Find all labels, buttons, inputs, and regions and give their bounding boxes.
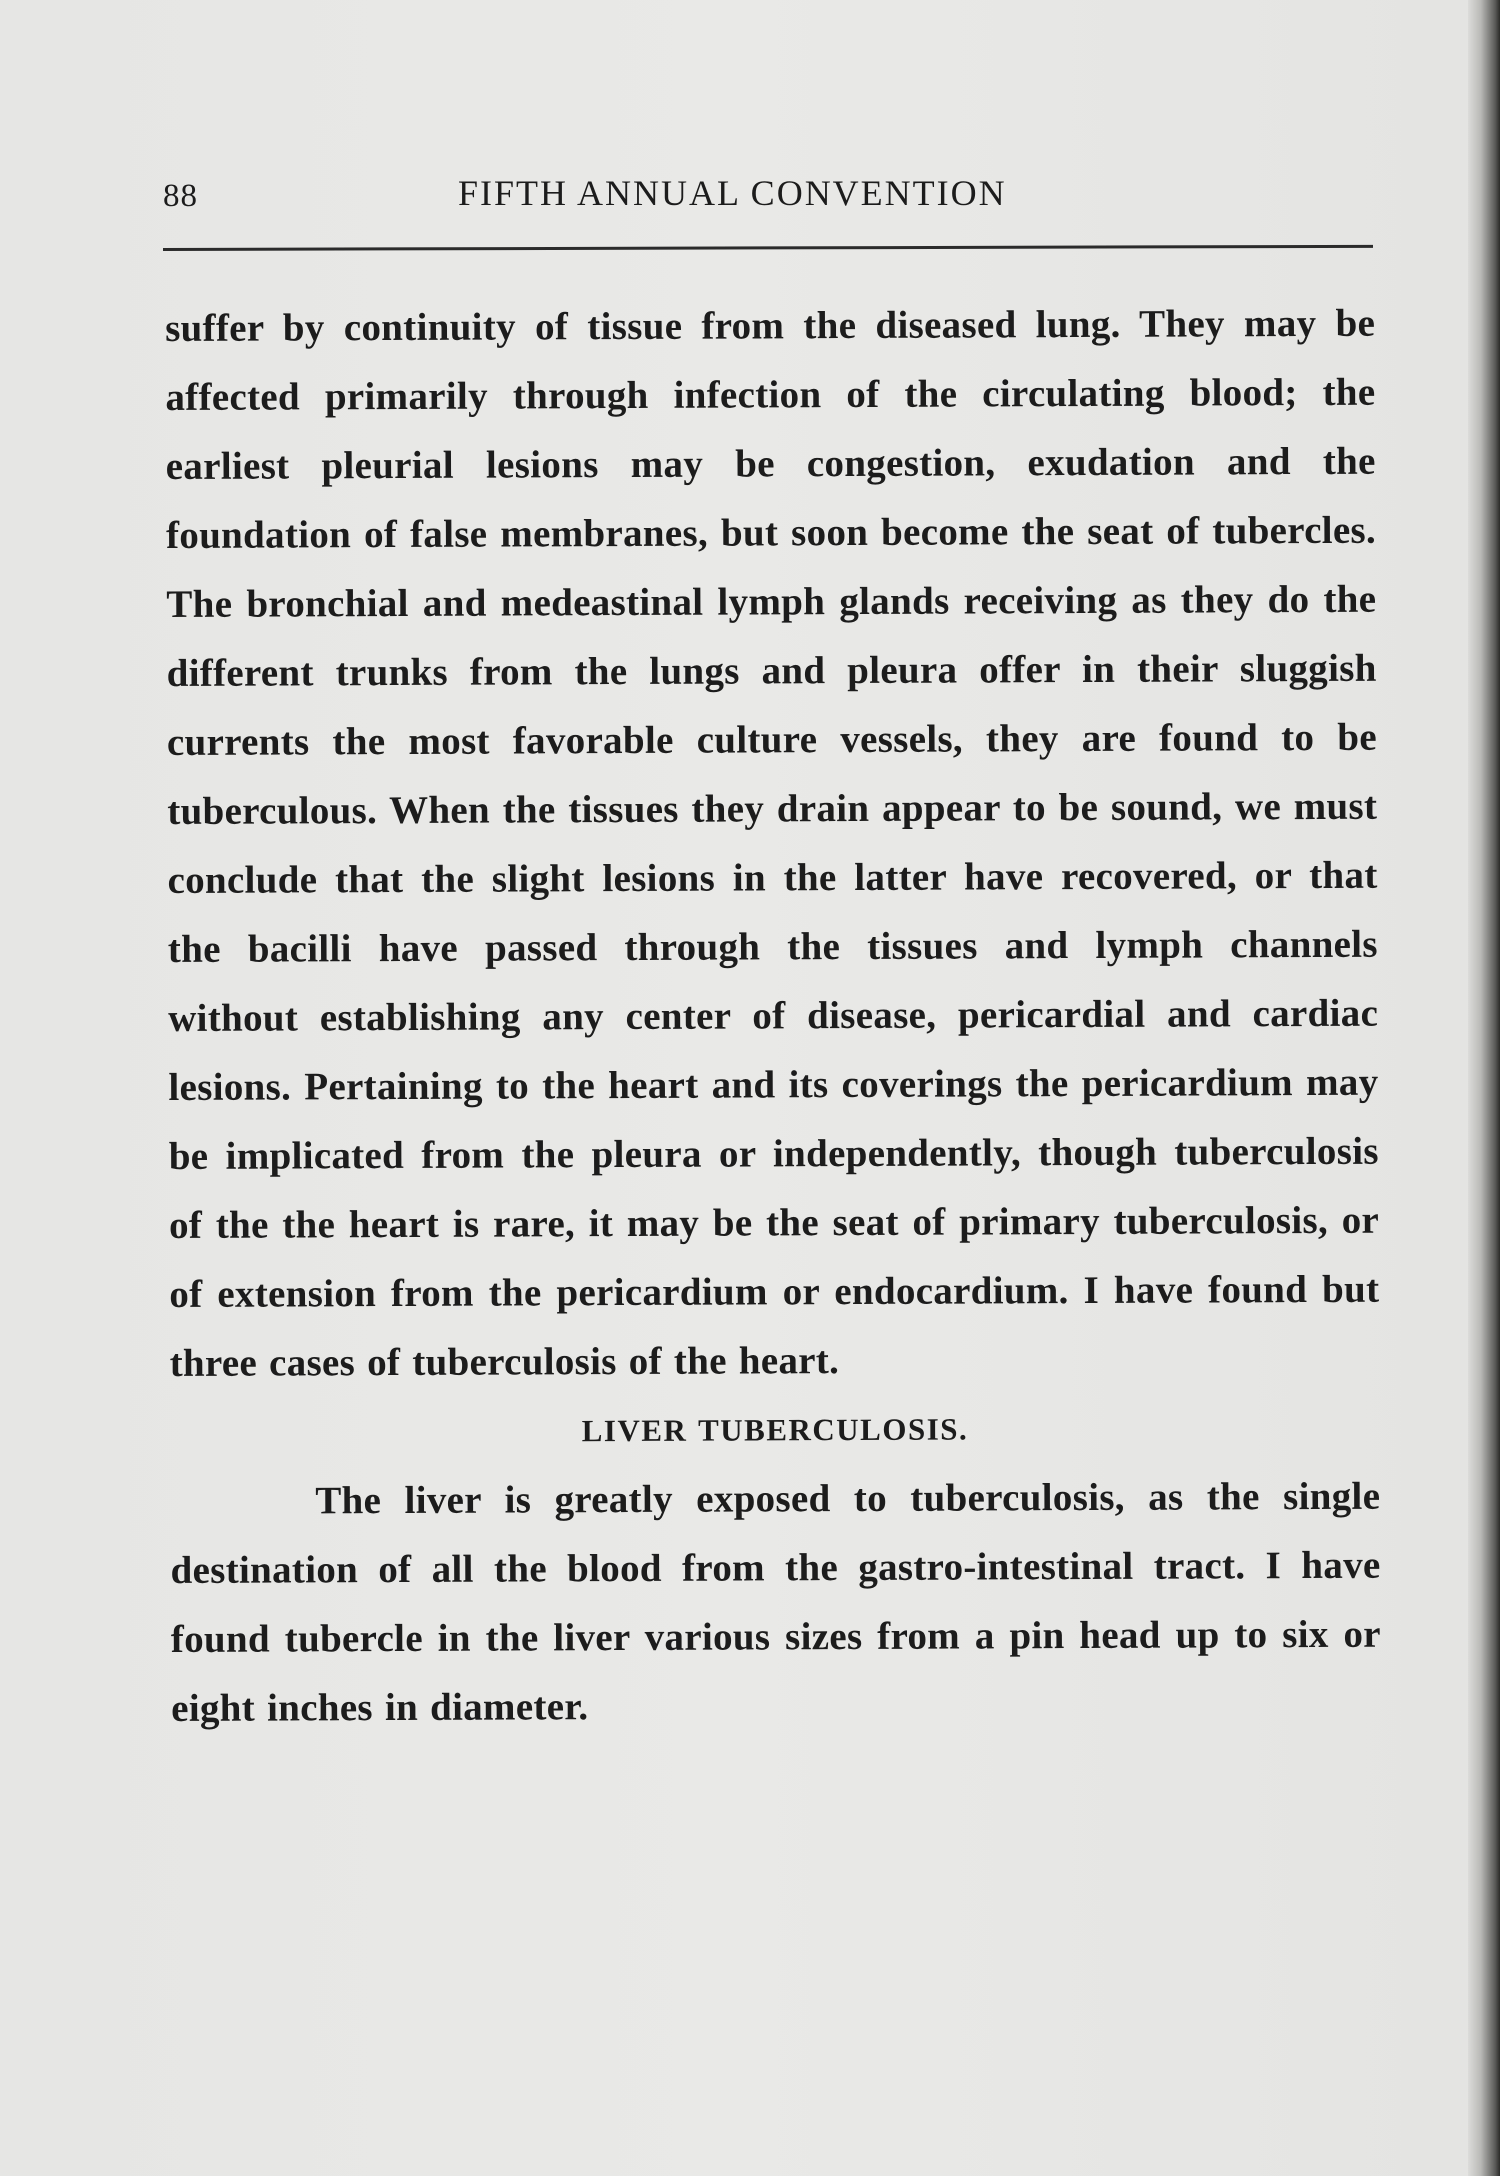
paragraph-continuation: suffer by continuity of tissue from the diseased lung. They may be affected primarily through infection of the circulating blood; the earliest pleurial lesions may be congestion, exudation and the foundation of false membranes, but soon become the seat of tubercles. The bronchial and medeastinal lymph glands receiving as they do the different trunks from the lungs and pleura offer in their sluggish currents the most favorable culture vessels, they are found to be tuberculous. When the tissues they drain appear to be sound, we must conclude that the slight lesions in the latter have recovered, or that the bacilli have passed through the tissues and lymph channels without establishing any center of disease, pericardial and cardiac lesions. Pertaining to the heart and its coverings the pericardium may be implicated from the pleura or independently, though tuberculosis of the the heart is rare, it may be the seat of primary tuberculosis, or of extension from the pericardium or endocardium. I have found but three cases of tuberculosis of the heart. (165, 301, 1380, 1385)
running-title: FIFTH ANNUAL CONVENTION (458, 173, 1007, 213)
header-rule (163, 245, 1373, 251)
page-number: 88 (163, 178, 198, 214)
body-text (165, 289, 1381, 1743)
page-header (163, 172, 1373, 224)
page-edge-shadow (1468, 0, 1500, 2176)
section-heading: LIVER TUBERCULOSIS. (581, 1411, 969, 1449)
paragraph-liver: The liver is greatly exposed to tuberculosis, as the single destination of all the blood from the gastro-intestinal tract. I have found tubercle in the liver various sizes from a pin head up to six or eight inches in diameter. (170, 1474, 1381, 1730)
